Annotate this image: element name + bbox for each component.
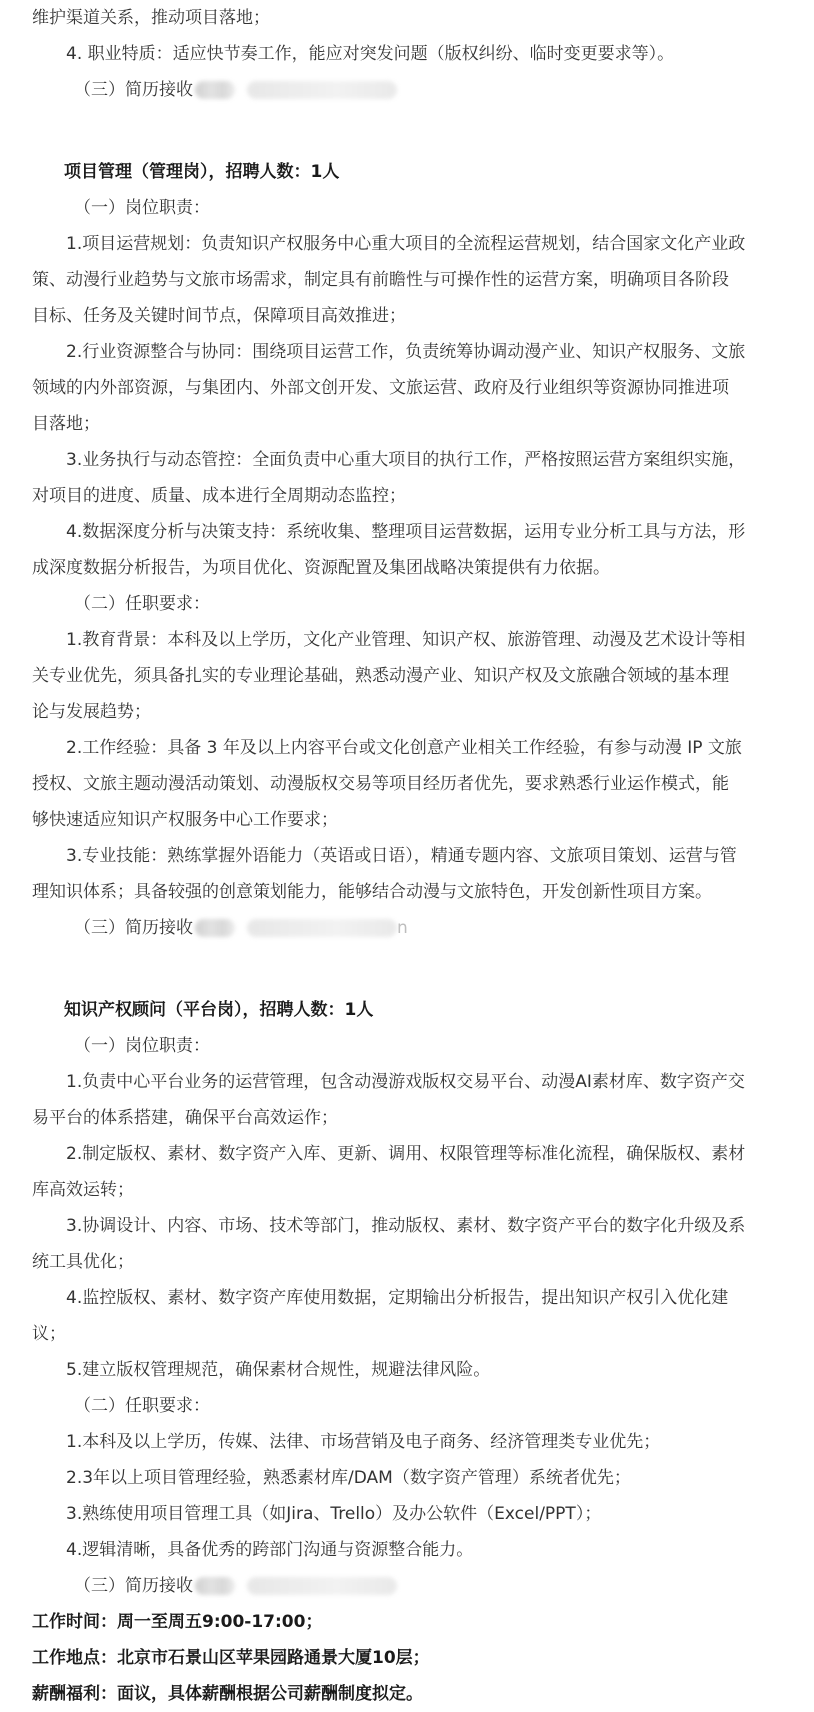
resume-label: （三）简历接收	[74, 918, 193, 938]
work-location: 工作地点：北京市石景山区苹果园路通景大厦10层；	[32, 1648, 430, 1668]
subheading: （一）岗位职责：	[74, 198, 210, 218]
text-line: 易平台的体系搭建，确保平台高效运作；	[32, 1108, 338, 1128]
text-line: 5.建立版权管理规范，确保素材合规性，规避法律风险。	[66, 1360, 491, 1380]
text-line: 目落地；	[32, 414, 100, 434]
text-line: 1.本科及以上学历，传媒、法律、市场营销及电子商务、经济管理类专业优先；	[66, 1432, 661, 1452]
work-hours: 工作时间：周一至周五9:00-17:00；	[32, 1612, 323, 1632]
text-line: 4.数据深度分析与决策支持：系统收集、整理项目运营数据，运用专业分析工具与方法，形	[66, 522, 746, 542]
redacted-email	[247, 81, 397, 99]
text-line: 3.业务执行与动态管控：全面负责中心重大项目的执行工作，严格按照运营方案组织实施，	[66, 450, 746, 470]
resume-line	[32, 72, 788, 108]
text-line: 2.行业资源整合与协同：围绕项目运营工作，负责统筹协调动漫产业、知识产权服务、文旅	[66, 342, 746, 362]
text-line: 议；	[32, 1324, 66, 1344]
text-line: 3.协调设计、内容、市场、技术等部门，推动版权、素材、数字资产平台的数字化升级及系	[66, 1216, 746, 1236]
resume-label: （三）简历接收	[74, 1576, 193, 1596]
text-line: 1.教育背景：本科及以上学历，文化产业管理、知识产权、旅游管理、动漫及艺术设计等相	[66, 630, 746, 650]
text-line: 理知识体系；具备较强的创意策划能力，能够结合动漫与文旅特色，开发创新性项目方案。	[32, 882, 712, 902]
text-line: 2.工作经验：具备 3 年及以上内容平台或文化创意产业相关工作经验，有参与动漫 IP 文旅	[66, 738, 742, 758]
section-title: 项目管理（管理岗），招聘人数：1人	[64, 162, 340, 182]
redacted-tail: n	[397, 918, 408, 938]
text-line: 维护渠道关系，推动项目落地；	[32, 8, 270, 28]
text-line: 策、动漫行业趋势与文旅市场需求，制定具有前瞻性与可操作性的运营方案，明确项目各阶段	[32, 270, 729, 290]
text-line: 目标、任务及关键时间节点，保障项目高效推进；	[32, 306, 406, 326]
text-line: 对项目的进度、质量、成本进行全周期动态监控；	[32, 486, 406, 506]
redacted-block	[195, 1577, 235, 1595]
resume-label: （三）简历接收	[74, 80, 193, 100]
text-line: 关专业优先，须具备扎实的专业理论基础，熟悉动漫产业、知识产权及文旅融合领域的基本理	[32, 666, 729, 686]
redacted-block	[195, 81, 235, 99]
text-line: 够快速适应知识产权服务中心工作要求；	[32, 810, 338, 830]
text-line: 论与发展趋势；	[32, 702, 151, 722]
text-line: 4. 职业特质：适应快节奏工作，能应对突发问题（版权纠纷、临时变更要求等）。	[66, 44, 675, 64]
subheading: （二）任职要求：	[74, 1396, 210, 1416]
text-line: 4.逻辑清晰，具备优秀的跨部门沟通与资源整合能力。	[66, 1540, 474, 1560]
subheading: （一）岗位职责：	[74, 1036, 210, 1056]
text-line: 授权、文旅主题动漫活动策划、动漫版权交易等项目经历者优先，要求熟悉行业运作模式，能	[32, 774, 729, 794]
text-line: 1.项目运营规划：负责知识产权服务中心重大项目的全流程运营规划，结合国家文化产业政	[66, 234, 746, 254]
text-line: 成深度数据分析报告，为项目优化、资源配置及集团战略决策提供有力依据。	[32, 558, 610, 578]
text-line: 1.负责中心平台业务的运营管理，包含动漫游戏版权交易平台、动漫AI素材库、数字资产交	[66, 1072, 745, 1092]
text-line: 4.监控版权、素材、数字资产库使用数据，定期输出分析报告，提出知识产权引入优化建	[66, 1288, 729, 1308]
redacted-email	[247, 919, 397, 937]
text-line: 3.专业技能：熟练掌握外语能力（英语或日语），精通专题内容、文旅项目策划、运营与管	[66, 846, 737, 866]
subheading: （二）任职要求：	[74, 594, 210, 614]
resume-line	[32, 1568, 788, 1604]
text-line: 库高效运转；	[32, 1180, 134, 1200]
text-line: 统工具优化；	[32, 1252, 134, 1272]
text-line: 2.3年以上项目管理经验，熟悉素材库/DAM（数字资产管理）系统者优先；	[66, 1468, 631, 1488]
redacted-block	[195, 919, 235, 937]
text-line: 3.熟练使用项目管理工具（如Jira、Trello）及办公软件（Excel/PPT）；	[66, 1504, 602, 1524]
salary-benefits: 薪酬福利：面议，具体薪酬根据公司薪酬制度拟定。	[32, 1684, 423, 1704]
resume-line	[32, 910, 788, 946]
text-line: 领域的内外部资源，与集团内、外部文创开发、文旅运营、政府及行业组织等资源协同推进项	[32, 378, 729, 398]
section-title: 知识产权顾问（平台岗），招聘人数：1人	[64, 1000, 374, 1020]
text-line: 2.制定版权、素材、数字资产入库、更新、调用、权限管理等标准化流程，确保版权、素材	[66, 1144, 746, 1164]
redacted-email	[247, 1577, 397, 1595]
